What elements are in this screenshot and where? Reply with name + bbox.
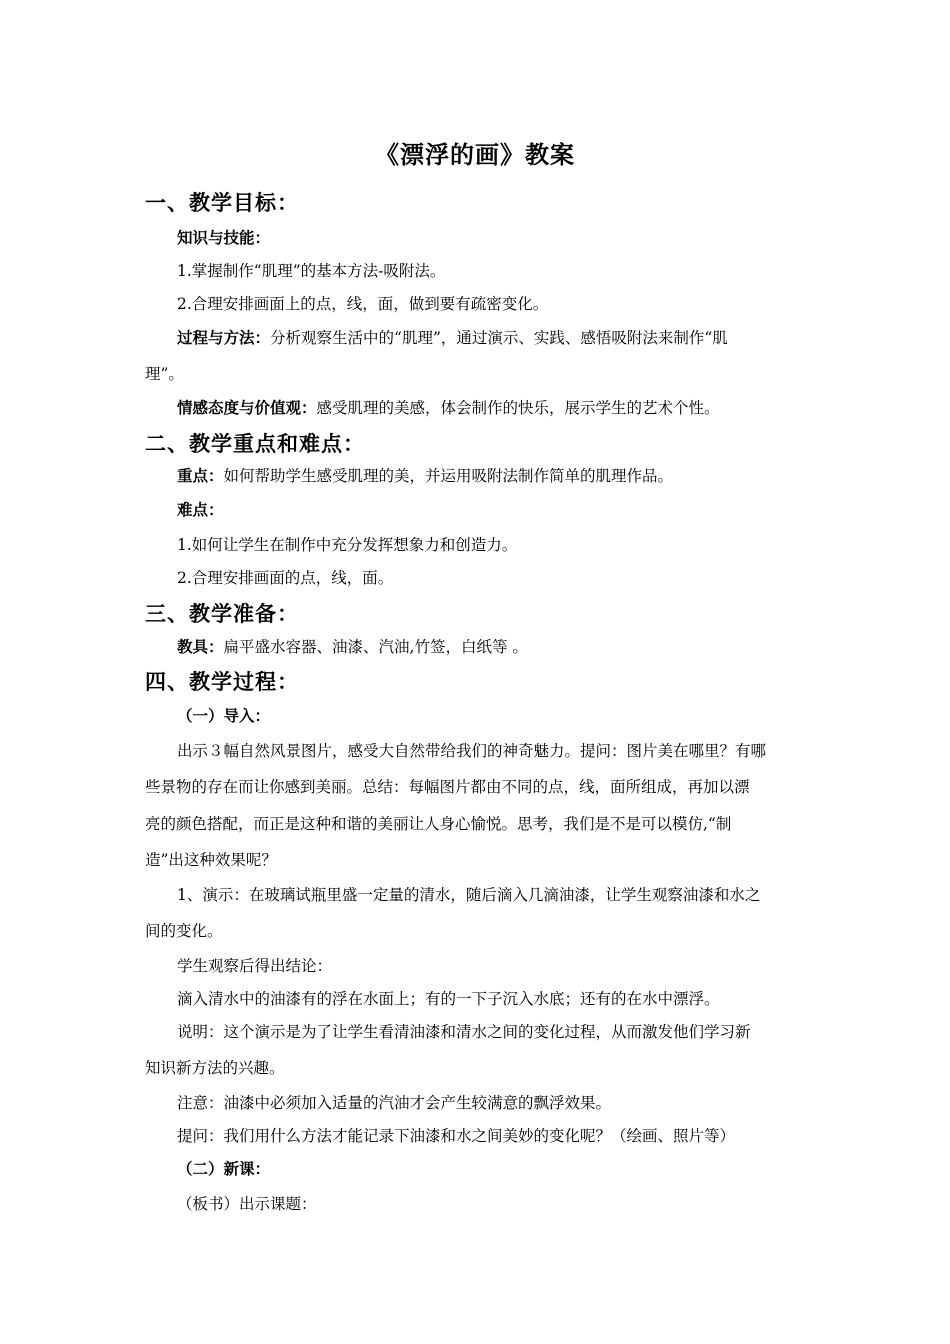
emotion-values-text: 感受肌理的美感，体会制作的快乐，展示学生的艺术个性。: [316, 399, 720, 417]
teaching-tools-label: 教具：: [177, 638, 224, 656]
section-heading-process: 四、教学过程：: [145, 670, 299, 694]
difficulty-item-2: 2.合理安排画面的点，线，面。: [177, 569, 394, 587]
key-point-line: [177, 466, 673, 486]
observation-heading: 学生观察后得出结论：: [177, 957, 333, 975]
observation-text: 滴入清水中的油漆有的浮在水面上；有的一下子沉入水底；还有的在水中漂浮。: [177, 990, 720, 1008]
explanation-line-2: 知识新方法的兴趣。: [145, 1059, 285, 1077]
key-point-label: 重点：: [177, 467, 224, 485]
emotion-values-line: [177, 398, 720, 418]
teaching-tools-text: 扁平盛水容器、油漆、汽油,竹签，白纸等 。: [223, 638, 528, 656]
subsection-intro-heading: （一）导入：: [177, 707, 271, 725]
document-title: 《漂浮的画》教案: [375, 140, 575, 169]
intro-paragraph-line-4: 造”出这种效果呢？: [145, 851, 277, 869]
difficulty-label: 难点：: [177, 501, 224, 519]
knowledge-item-2: 2.合理安排画面上的点，线，面，做到要有疏密变化。: [177, 295, 549, 313]
caution-text: 注意：油漆中必须加入适量的汽油才会产生较满意的飘浮效果。: [177, 1094, 612, 1112]
difficulty-item-1: 1.如何让学生在制作中充分发挥想象力和创造力。: [177, 536, 518, 554]
intro-paragraph-line-1: 出示３幅自然风景图片，感受大自然带给我们的神奇魅力。提问：图片美在哪里？有哪: [177, 742, 767, 760]
process-method-text-cont: 理”。: [145, 365, 184, 383]
section-heading-preparation: 三、教学准备：: [145, 602, 299, 626]
process-method-text: 分析观察生活中的“肌理”，通过演示、实践、感悟吸附法来制作“肌: [270, 329, 728, 347]
emotion-values-label: 情感态度与价值观：: [177, 399, 317, 417]
knowledge-skills-label: 知识与技能：: [177, 229, 271, 247]
explanation-line-1: 说明：这个演示是为了让学生看清油漆和清水之间的变化过程，从而激发他们学习新: [177, 1023, 751, 1041]
section-heading-objectives: 一、教学目标：: [145, 191, 299, 215]
section-heading-key-points: 二、教学重点和难点：: [145, 432, 365, 456]
subsection-new-lesson-heading: （二）新课：: [177, 1160, 271, 1178]
key-point-text: 如何帮助学生感受肌理的美，并运用吸附法制作简单的肌理作品。: [223, 467, 674, 485]
demo-paragraph-line-1: 1、演示：在玻璃试瓶里盛一定量的清水，随后滴入几滴油漆，让学生观察油漆和水之: [177, 886, 761, 904]
knowledge-item-1: 1.掌握制作“肌理”的基本方法-吸附法。: [177, 262, 446, 280]
demo-paragraph-line-2: 间的变化。: [145, 922, 223, 940]
process-method-label: 过程与方法：: [177, 329, 271, 347]
process-method-line: [177, 328, 728, 348]
question-text: 提问：我们用什么方法才能记录下油漆和水之间美妙的变化呢？（绘画、照片等）: [177, 1127, 736, 1145]
board-writing-text: （板书）出示课题：: [177, 1195, 317, 1213]
intro-paragraph-line-2: 些景物的存在而让你感到美丽。总结：每幅图片都由不同的点，线，面所组成，再加以漂: [145, 778, 750, 796]
teaching-tools-line: [177, 637, 528, 657]
intro-paragraph-line-3: 亮的颜色搭配，而正是这种和谐的美丽让人身心愉悦。思考，我们是不是可以模仿,“制: [145, 815, 732, 833]
